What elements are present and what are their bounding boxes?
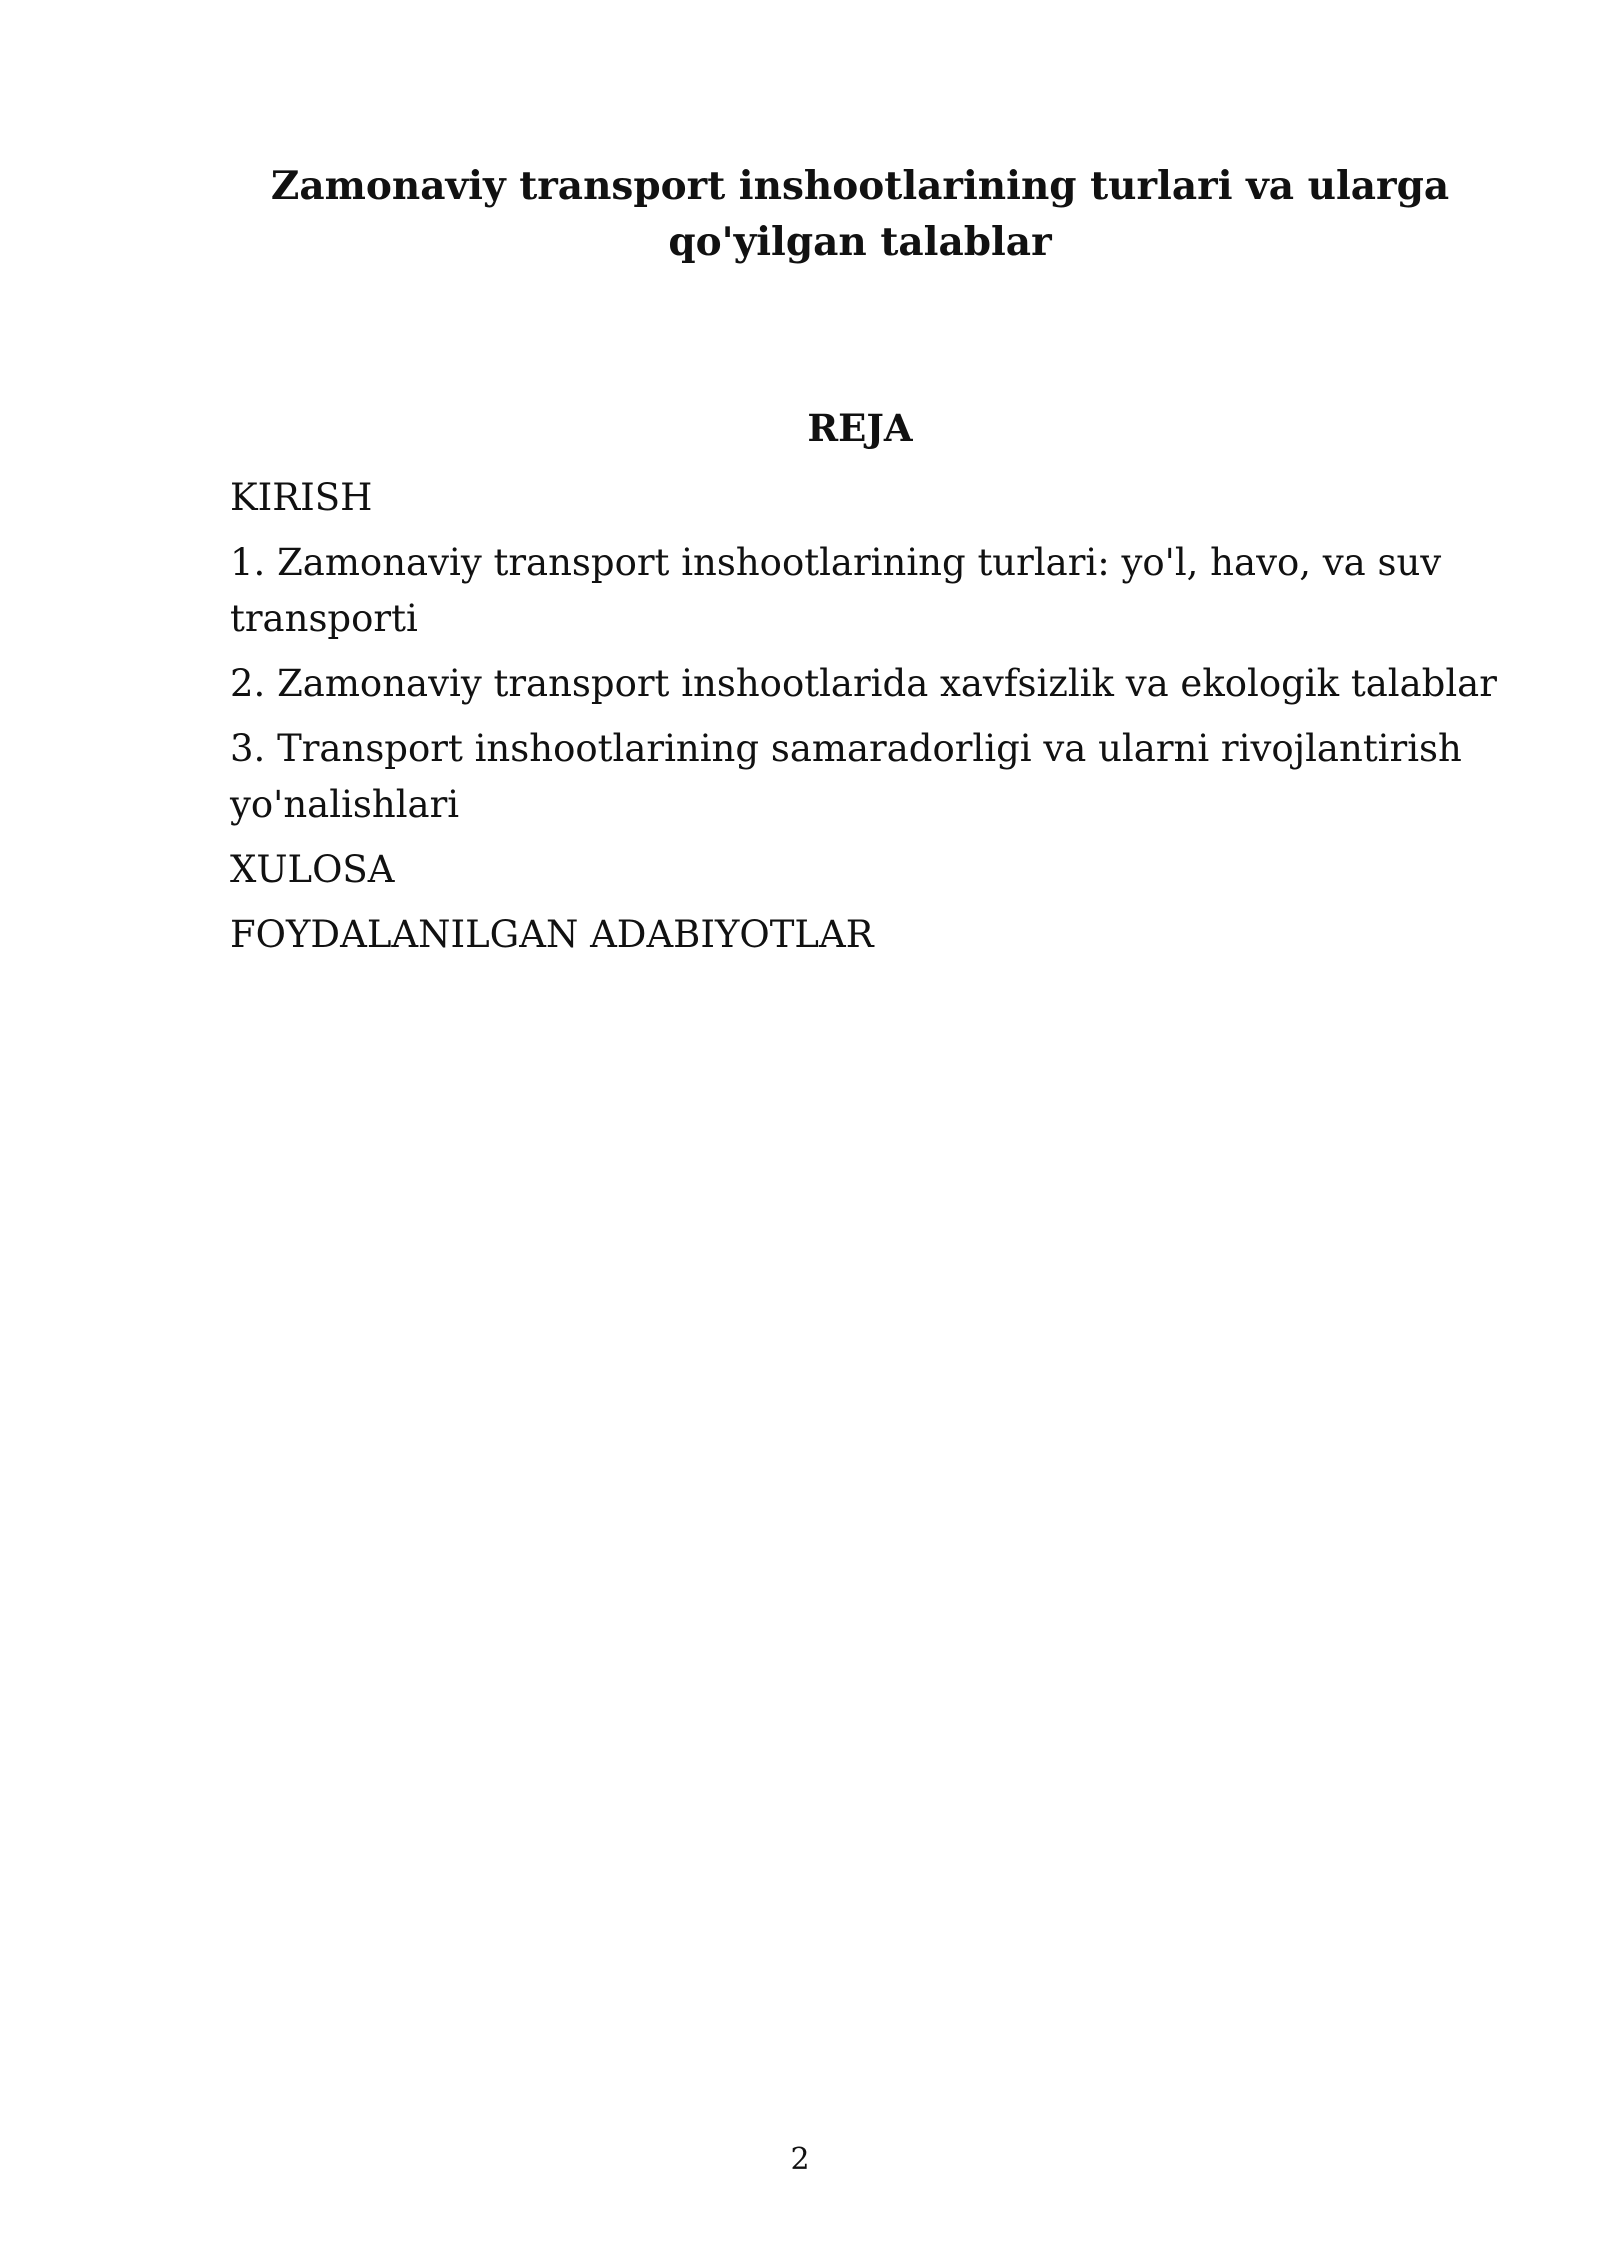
plan-item-conclusion: XULOSA xyxy=(230,848,395,891)
plan-item-references: FOYDALANILGAN ADABIYOTLAR xyxy=(230,913,874,956)
plan-heading: REJA xyxy=(807,406,913,450)
plan-item-introduction: KIRISH xyxy=(230,476,373,519)
plan-list xyxy=(230,470,1520,972)
document-title-line-2: qo'yilgan talablar xyxy=(668,219,1052,265)
document-title-line-1: Zamonaviy transport inshootlarining turlari va ularga xyxy=(270,163,1450,209)
plan-item-1: 1. Zamonaviy transport inshootlarining turlari: yo'l, havo, va suv transporti xyxy=(230,541,1442,640)
page-number: 2 xyxy=(790,2142,810,2177)
plan-item-2: 2. Zamonaviy transport inshootlarida xavfsizlik va ekologik talablar xyxy=(230,662,1497,705)
plan-item-3: 3. Transport inshootlarining samaradorligi va ularni rivojlantirish yo'nalishlari xyxy=(230,727,1462,826)
document-title xyxy=(230,158,1490,270)
